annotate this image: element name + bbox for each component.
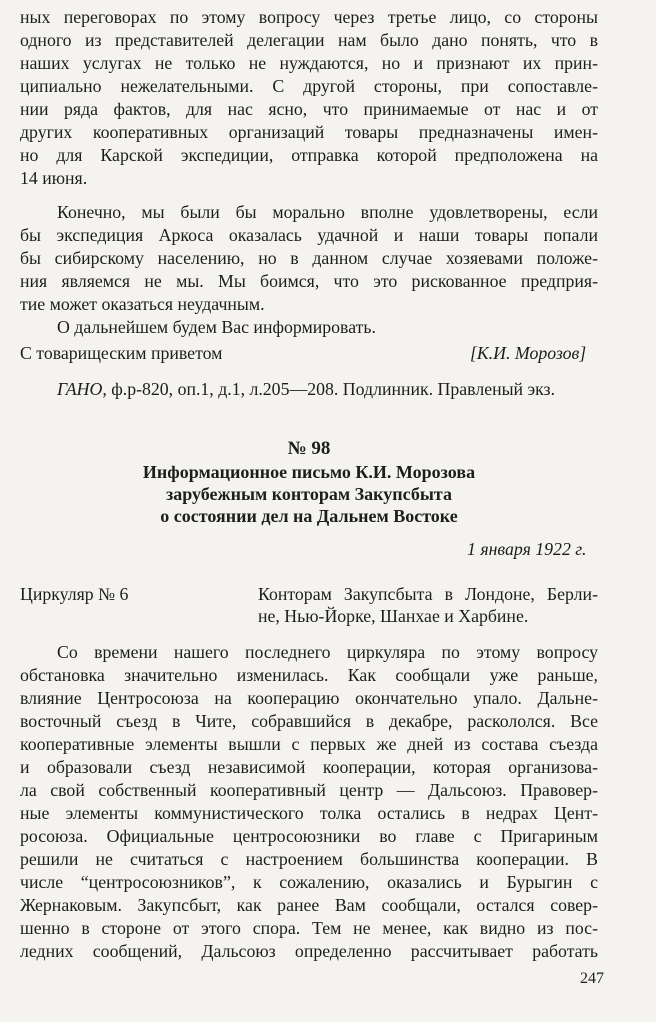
text-line: кооперативные элементы вышли с первых же дней из состава съезда	[20, 734, 598, 754]
archive-source	[57, 378, 555, 400]
archive-name: ГАНО,	[57, 379, 107, 399]
text-line: шенно в стороне от этого спора. Тем не менее, как видно из пос-	[20, 918, 598, 938]
document-date: 1 января 1922 г.	[467, 539, 587, 559]
text-line: и образовали съезд независимой кооперации, которая организова-	[20, 757, 598, 777]
archive-details: ф.р-820, оп.1, д.1, л.205—208. Подлинник. Правленый экз.	[106, 379, 556, 399]
text-line: других кооперативных организаций товары предназначены имен-	[20, 122, 598, 142]
text-line: нии ряда фактов, для нас ясно, что принимаемые от нас и от	[20, 99, 598, 119]
text-line: ципиально нежелательными. С другой стороны, при сопоставле-	[20, 76, 598, 96]
closing-salutation: С товарищеским приветом	[20, 343, 223, 363]
text-line: одного из представителей делегации нам было дано понять, что в	[20, 30, 598, 50]
text-line: обстановка значительно изменилась. Как сообщали уже раньше,	[20, 665, 598, 685]
text-line: Конечно, мы были бы морально вполне удовлетворены, если	[57, 202, 598, 222]
page-number: 247	[580, 970, 604, 987]
text-line: 14 июня.	[20, 168, 88, 188]
document-title-line: Информационное письмо К.И. Морозова	[142, 462, 476, 482]
text-line: ледних сообщений, Дальсоюз определенно рассчитывает работать	[20, 941, 598, 961]
text-line: О дальнейшем будем Вас информировать.	[57, 317, 376, 337]
text-line: тие может оказаться неудачным.	[20, 294, 265, 314]
text-line: наших услугах не только не нуждаются, но и признают их прин-	[20, 53, 598, 73]
circular-label: Циркуляр № 6	[20, 584, 129, 604]
text-line: бы экспедиция Аркоса оказалась удачной и наши товары попали	[20, 225, 598, 245]
document-number: № 98	[287, 438, 331, 459]
text-line: Жернаковым. Закупсбыт, как ранее Вам сообщали, остался совер-	[20, 895, 598, 915]
signature: [К.И. Морозов]	[470, 343, 587, 363]
text-line: росоюза. Официальные центросоюзники во главе с Пригариным	[20, 826, 598, 846]
text-line: влияние Центросоюза на кооперацию окончательно упало. Дальне-	[20, 688, 598, 708]
text-line: но для Карской экспедиции, отправка которой предположена на	[20, 145, 598, 165]
document-title-line: о состоянии дел на Дальнем Востоке	[160, 506, 458, 526]
text-line: Со времени нашего последнего циркуляра по этому вопросу	[57, 642, 598, 662]
text-line: ния являемся не мы. Мы боимся, что это рискованное предприя-	[20, 271, 598, 291]
text-line: восточный съезд в Чите, собравшийся в декабре, раскололся. Все	[20, 711, 598, 731]
addressee-line: не, Нью-Йорке, Шанхае и Харбине.	[258, 606, 529, 626]
text-line: решили не считаться с настроением большинства кооперации. В	[20, 849, 598, 869]
text-line: бы сибирскому населению, но в данном случае хозяевами положе-	[20, 248, 598, 268]
document-title-line: зарубежным конторам Закупсбыта	[166, 484, 452, 504]
text-line: ные элементы коммунистического толка остались в недрах Цент-	[20, 803, 598, 823]
text-line: ла свой собственный кооперативный центр — Дальсоюз. Правовер-	[20, 780, 598, 800]
text-line: числе “центросоюзников”, к сожалению, оказались и Бурыгин с	[20, 872, 598, 892]
addressee-line: Конторам Закупсбыта в Лондоне, Берли-	[258, 584, 598, 604]
text-line: ных переговорах по этому вопросу через третье лицо, со стороны	[20, 7, 598, 27]
